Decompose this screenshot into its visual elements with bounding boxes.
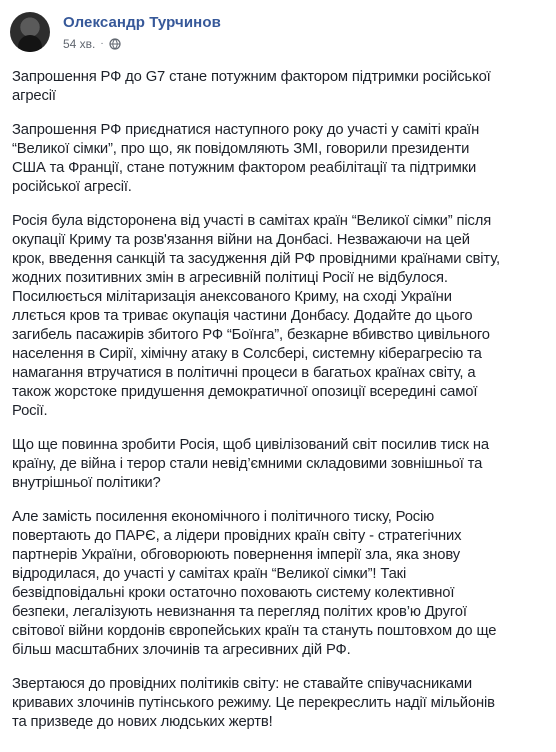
author-name[interactable]: Олександр Турчинов bbox=[63, 13, 221, 31]
post-subline bbox=[63, 37, 221, 51]
post-paragraph-1: Запрошення РФ до G7 стане потужним фактором підтримки російської агресії bbox=[12, 69, 491, 104]
post-paragraph-4: Що ще повинна зробити Росія, щоб цивілізований світ посилив тиск на країну, де війна і терор стали невід’ємними складовими зовнішньої та внутрішньої політики? bbox=[12, 437, 489, 491]
post-content bbox=[12, 68, 542, 732]
globe-icon[interactable] bbox=[109, 38, 121, 50]
post-time[interactable]: 54 хв. bbox=[63, 36, 96, 51]
post-meta bbox=[63, 14, 221, 51]
post-paragraph-5: Але замість посилення економічного і політичного тиску, Росію повертають до ПАРЄ, а лідери провідних країн світу - стратегічних партнерів України, обговорюють повернення імперії зла, яка знову відродилася, до участі у самітах країн “Великої сімки”! Такі безвідповідальні кроки остаточно поховають систему колективної безпеки, легалізують невизнання та перегляд політих кров’ю Другої світової війни кордонів європейських країн та стануть поштовхом до ще більш масштабних злочинів та агресивних дій РФ. bbox=[12, 509, 497, 658]
post-paragraph-3: Росія була відсторонена від участі в самітах країн “Великої сімки” після окупації Криму та розв'язання війни на Донбасі. Незважаючи на цей крок, введення санкцій та засудження дій РФ провідними країнами світу, жодних позитивних змін в агресивній політиці Росії не відбулося. Посилюється мілітаризація анексованого Криму, на сході України ллється кров та триває окупація частини Донбасу. Додайте до цього загибель пасажирів збитого РФ “Боїнга”, безкарне вбивство цивільного населення в Сирії, хімічну атаку в Солсбері, системну кіберагресію та намагання втручатися в політичні процеси в багатьох країнах світу, а також жорстоке придушення демократичної опозиції всередині самої Росії. bbox=[12, 213, 500, 419]
post-paragraph-2: Запрошення РФ приєднатися наступного року до участі у саміті країн “Великої сімки”, про що, як повідомляють ЗМІ, говорили президенти США та Франції, стане потужним фактором реабілітації та підтримки російської агресії. bbox=[12, 122, 480, 195]
post-paragraph-6: Звертаюся до провідних політиків світу: не ставайте співучасниками кривавих злочинів путінського режиму. Це перекреслить надії мільйонів та призведе до нових людських жертв! bbox=[12, 676, 495, 730]
author-avatar[interactable] bbox=[10, 12, 50, 52]
post-header bbox=[10, 10, 221, 54]
meta-separator: · bbox=[100, 37, 104, 49]
